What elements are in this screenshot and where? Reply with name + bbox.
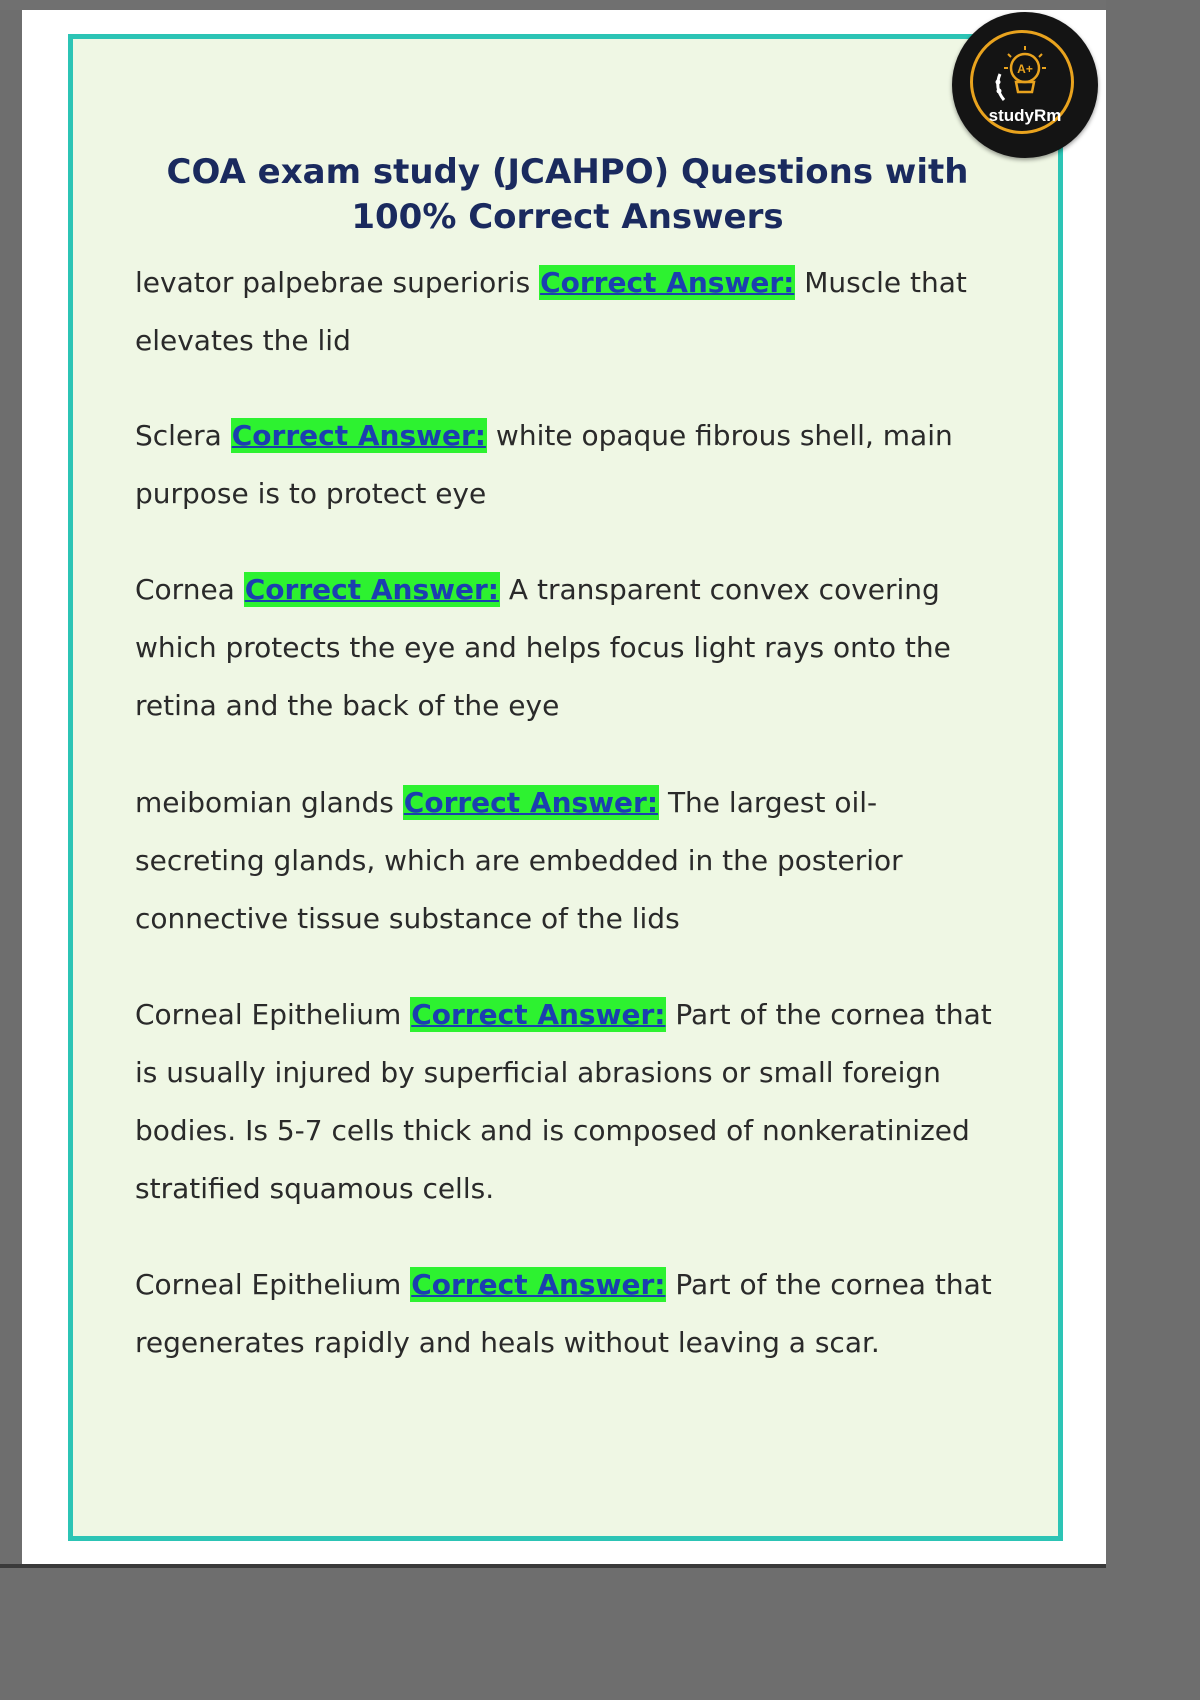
qa-entry bbox=[135, 407, 1000, 523]
qa-term: levator palpebrae superioris bbox=[135, 266, 531, 299]
qa-entry bbox=[135, 254, 1000, 370]
lightbulb-grade-icon bbox=[952, 12, 1098, 158]
correct-answer-label: Correct Answer: bbox=[403, 786, 659, 819]
qa-term: Sclera bbox=[135, 419, 222, 452]
qa-answer: A transparent convex covering which protects the eye and helps focus light rays onto the retina and the back of the eye bbox=[135, 573, 951, 722]
qa-entry bbox=[135, 774, 1000, 948]
correct-answer-label: Correct Answer: bbox=[411, 1268, 666, 1301]
correct-answer-label: Correct Answer: bbox=[244, 573, 500, 606]
qa-term: meibomian glands bbox=[135, 786, 394, 819]
qa-entry bbox=[135, 986, 1000, 1218]
correct-answer-label: Correct Answer: bbox=[540, 266, 795, 299]
qa-answer: Part of the cornea that is usually injured by superficial abrasions or small foreign bodies. Is 5-7 cells thick and is composed of nonkeratinized stratified squamous cells. bbox=[135, 998, 992, 1205]
correct-answer-label: Correct Answer: bbox=[231, 419, 487, 452]
qa-term: Cornea bbox=[135, 573, 235, 606]
qa-answer: white opaque fibrous shell, main purpose is to protect eye bbox=[135, 419, 953, 510]
viewer-bottom-edge bbox=[0, 1564, 1106, 1568]
qa-term: Corneal Epithelium bbox=[135, 1268, 402, 1301]
qa-answer: The largest oil-secreting glands, which are embedded in the posterior connective tissue substance of the lids bbox=[135, 786, 903, 935]
qa-term: Corneal Epithelium bbox=[135, 998, 402, 1031]
qa-answer: Part of the cornea that regenerates rapidly and heals without leaving a scar. bbox=[135, 1268, 992, 1359]
document-title: COA exam study (JCAHPO) Questions with 100% Correct Answers bbox=[166, 152, 969, 237]
logo-badge: A+ bbox=[1017, 62, 1033, 76]
qa-entry bbox=[135, 1256, 1000, 1372]
logo-wordmark: studyRm bbox=[988, 106, 1062, 125]
viewer-top-edge bbox=[0, 0, 1106, 10]
qa-entry bbox=[135, 561, 1000, 735]
studyrm-logo bbox=[952, 12, 1098, 158]
qa-answer: Muscle that elevates the lid bbox=[135, 266, 967, 357]
correct-answer-label: Correct Answer: bbox=[411, 998, 666, 1031]
